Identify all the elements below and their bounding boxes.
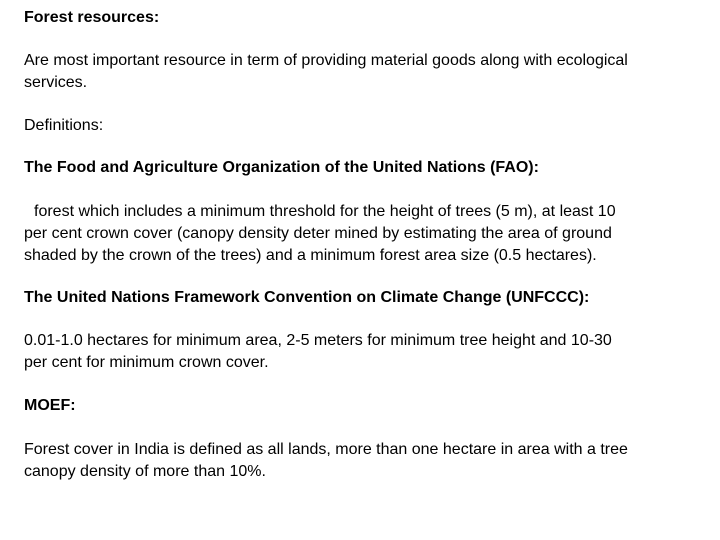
moef-line: canopy density of more than 10%.	[24, 463, 266, 480]
intro-line: services.	[24, 74, 88, 91]
unfccc-definition	[24, 330, 714, 374]
moef-line: Forest cover in India is defined as all lands, more than one hectare in area with a tree	[24, 441, 628, 458]
unfccc-line: per cent for minimum crown cover.	[24, 354, 269, 371]
unfccc-line: 0.01-1.0 hectares for minimum area, 2-5 meters for minimum tree height and 10-30	[24, 332, 612, 349]
intro-line: Are most important resource in term of providing material goods along with ecological	[24, 52, 628, 69]
fao-line: per cent crown cover (canopy density deter mined by estimating the area of ground	[24, 225, 612, 242]
intro-paragraph	[24, 50, 714, 94]
page-title: Forest resources:	[24, 9, 160, 26]
moef-heading: MOEF:	[24, 397, 76, 414]
moef-definition	[24, 439, 714, 483]
fao-definition	[24, 201, 714, 267]
definitions-heading: Definitions:	[24, 117, 104, 134]
fao-heading: The Food and Agriculture Organization of the United Nations (FAO):	[24, 159, 539, 176]
unfccc-heading: The United Nations Framework Convention on Climate Change (UNFCCC):	[24, 289, 590, 306]
fao-line: forest which includes a minimum threshold for the height of trees (5 m), at least 10	[34, 203, 616, 220]
fao-line: shaded by the crown of the trees) and a minimum forest area size (0.5 hectares).	[24, 247, 597, 264]
